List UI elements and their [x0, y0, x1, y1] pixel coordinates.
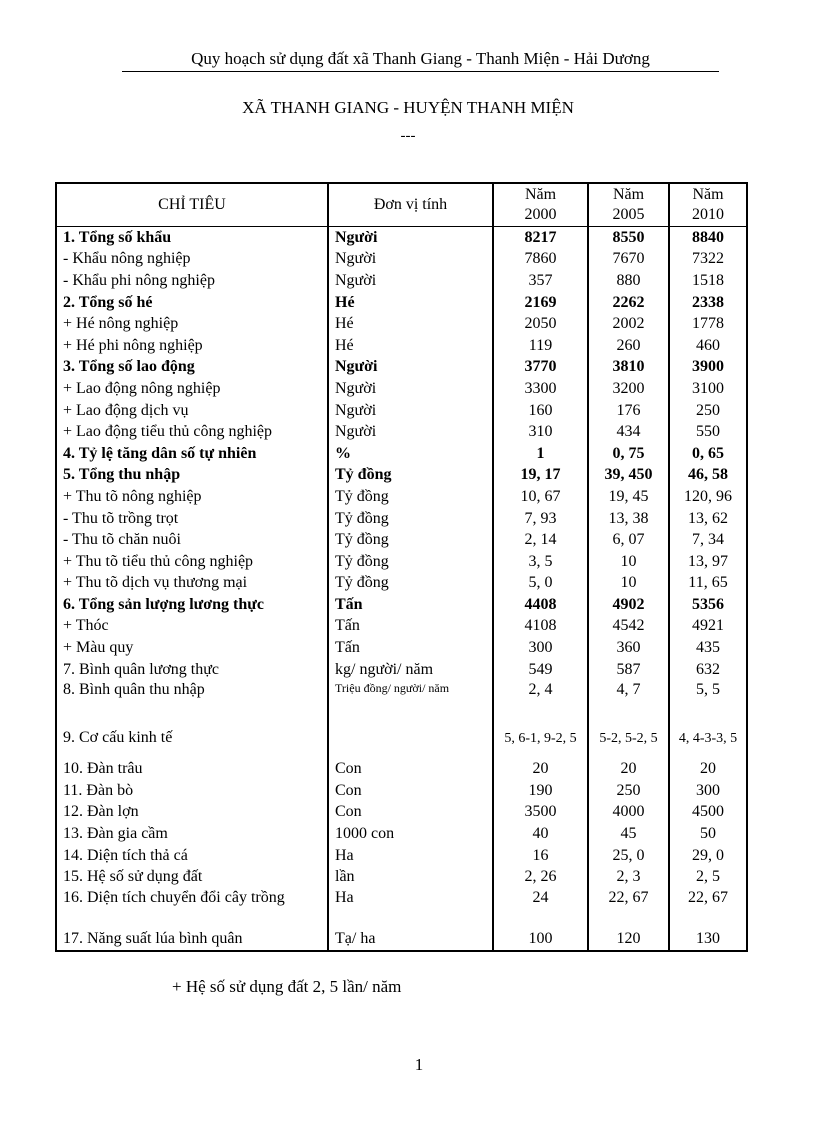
unit-cell: Người	[328, 357, 493, 379]
value-2005-cell: 8550	[588, 227, 669, 249]
indicator-cell: 15. Hệ số sử dụng đất	[56, 866, 328, 888]
unit-cell: Người	[328, 400, 493, 422]
page-number: 1	[414, 1055, 424, 1074]
value-2010-cell: 13, 62	[669, 508, 747, 530]
indicator-cell: 4. Tỷ lệ tăng dân số tự nhiên	[56, 443, 328, 465]
value-2005-cell: 880	[588, 270, 669, 292]
table-row	[56, 659, 747, 681]
value-2000-cell: 1	[493, 443, 588, 465]
value-2010-cell: 300	[669, 780, 747, 802]
indicator-cell: - Khẩu phi nông nghiệp	[56, 270, 328, 292]
value-2000-cell: 190	[493, 780, 588, 802]
value-2005-cell: 10	[588, 573, 669, 595]
value-2005-cell: 10	[588, 551, 669, 573]
indicator-cell: + Lao động nông nghiệp	[56, 378, 328, 400]
value-2005-cell: 4000	[588, 802, 669, 824]
value-2005-cell: 587	[588, 659, 669, 681]
unit-cell: Ha	[328, 845, 493, 867]
value-2010-cell: 8840	[669, 227, 747, 249]
value-2010-cell: 632	[669, 659, 747, 681]
value-2000-cell: 100	[493, 928, 588, 951]
table-row	[56, 802, 747, 824]
value-2010-cell: 29, 0	[669, 845, 747, 867]
unit-cell: Tỷ đồng	[328, 551, 493, 573]
indicator-cell: 11. Đàn bò	[56, 780, 328, 802]
table-row	[56, 465, 747, 487]
table-row	[56, 718, 747, 758]
table-row	[56, 780, 747, 802]
running-header: Quy hoạch sử dụng đất xã Thanh Giang - Thanh Miện - Hải Dương	[191, 49, 650, 68]
unit-cell: Tỷ đồng	[328, 486, 493, 508]
table-row	[56, 888, 747, 928]
value-2000-cell: 2050	[493, 313, 588, 335]
unit-cell: Triệu đồng/ người/ năm	[328, 680, 493, 718]
indicator-cell: + Thu tõ tiểu thủ công nghiệp	[56, 551, 328, 573]
indicator-cell: + Thu tõ nông nghiệp	[56, 486, 328, 508]
value-2010-cell: 4, 4-3-3, 5	[669, 718, 747, 758]
value-2005-cell: 25, 0	[588, 845, 669, 867]
value-2010-cell: 7, 34	[669, 529, 747, 551]
indicator-cell: 9. Cơ cấu kinh tế	[56, 718, 328, 758]
table-row	[56, 270, 747, 292]
value-2000-cell: 3770	[493, 357, 588, 379]
table-row	[56, 594, 747, 616]
value-2000-cell: 16	[493, 845, 588, 867]
value-2000-cell: 2, 26	[493, 866, 588, 888]
value-2005-cell: 176	[588, 400, 669, 422]
value-2000-cell: 5, 6-1, 9-2, 5	[493, 718, 588, 758]
value-2010-cell: 20	[669, 758, 747, 780]
indicator-cell: + Màu quy	[56, 637, 328, 659]
value-2010-cell: 22, 67	[669, 888, 747, 928]
indicator-cell: 1. Tổng số khẩu	[56, 227, 328, 249]
indicator-cell: 7. Bình quân lương thực	[56, 659, 328, 681]
value-2000-cell: 4408	[493, 594, 588, 616]
unit-cell: Người	[328, 270, 493, 292]
value-2005-cell: 5-2, 5-2, 5	[588, 718, 669, 758]
indicator-cell: - Khẩu nông nghiệp	[56, 249, 328, 271]
value-2010-cell: 130	[669, 928, 747, 951]
column-header-indicator: CHỈ TIÊU	[56, 183, 328, 227]
indicator-cell: - Thu tõ trồng trọt	[56, 508, 328, 530]
value-2000-cell: 300	[493, 637, 588, 659]
indicator-cell: - Thu tõ chăn nuôi	[56, 529, 328, 551]
value-2005-cell: 6, 07	[588, 529, 669, 551]
value-2005-cell: 3810	[588, 357, 669, 379]
value-2010-cell: 3900	[669, 357, 747, 379]
table-row	[56, 421, 747, 443]
table-row	[56, 508, 747, 530]
indicator-cell: 12. Đàn lợn	[56, 802, 328, 824]
indicator-cell: 10. Đàn trâu	[56, 758, 328, 780]
value-2000-cell: 10, 67	[493, 486, 588, 508]
value-2000-cell: 2, 4	[493, 680, 588, 718]
value-2010-cell: 0, 65	[669, 443, 747, 465]
value-2010-cell: 13, 97	[669, 551, 747, 573]
value-2000-cell: 40	[493, 823, 588, 845]
table-row	[56, 249, 747, 271]
unit-cell: lần	[328, 866, 493, 888]
value-2010-cell: 46, 58	[669, 465, 747, 487]
unit-cell: Tỷ đồng	[328, 573, 493, 595]
value-2000-cell: 3, 5	[493, 551, 588, 573]
table-row	[56, 292, 747, 314]
table-row	[56, 845, 747, 867]
table-row	[56, 758, 747, 780]
value-2010-cell: 3100	[669, 378, 747, 400]
indicator-cell: + Hé nông nghiệp	[56, 313, 328, 335]
unit-cell: %	[328, 443, 493, 465]
value-2005-cell: 250	[588, 780, 669, 802]
unit-cell	[328, 718, 493, 758]
unit-cell: Hé	[328, 313, 493, 335]
column-header-year-2010: Năm 2010	[669, 183, 747, 227]
table-row	[56, 313, 747, 335]
unit-cell: Tỷ đồng	[328, 465, 493, 487]
table-row	[56, 378, 747, 400]
value-2010-cell: 435	[669, 637, 747, 659]
value-2005-cell: 120	[588, 928, 669, 951]
table-row	[56, 680, 747, 718]
value-2010-cell: 550	[669, 421, 747, 443]
table-row	[56, 529, 747, 551]
value-2005-cell: 4902	[588, 594, 669, 616]
value-2000-cell: 160	[493, 400, 588, 422]
value-2005-cell: 22, 67	[588, 888, 669, 928]
header-rule	[122, 71, 719, 72]
unit-cell: Tấn	[328, 637, 493, 659]
value-2000-cell: 549	[493, 659, 588, 681]
value-2010-cell: 250	[669, 400, 747, 422]
indicator-cell: 8. Bình quân thu nhập	[56, 680, 328, 718]
value-2000-cell: 24	[493, 888, 588, 928]
indicator-cell: 16. Diện tích chuyển đổi cây trồng	[56, 888, 328, 928]
value-2000-cell: 4108	[493, 616, 588, 638]
table-row	[56, 486, 747, 508]
value-2010-cell: 1778	[669, 313, 747, 335]
table-row	[56, 551, 747, 573]
unit-cell: Con	[328, 802, 493, 824]
column-header-unit: Đơn vị tính	[328, 183, 493, 227]
document-title: XÃ THANH GIANG - HUYỆN THANH MIỆN	[242, 98, 574, 117]
value-2005-cell: 4, 7	[588, 680, 669, 718]
value-2010-cell: 1518	[669, 270, 747, 292]
statistics-table	[55, 182, 748, 952]
value-2000-cell: 7860	[493, 249, 588, 271]
unit-cell: 1000 con	[328, 823, 493, 845]
indicator-cell: + Hé phi nông nghiệp	[56, 335, 328, 357]
value-2010-cell: 11, 65	[669, 573, 747, 595]
value-2000-cell: 8217	[493, 227, 588, 249]
table-row	[56, 443, 747, 465]
unit-cell: Hé	[328, 292, 493, 314]
indicator-cell: + Lao động dịch vụ	[56, 400, 328, 422]
table-row	[56, 637, 747, 659]
table-row	[56, 400, 747, 422]
value-2010-cell: 460	[669, 335, 747, 357]
value-2005-cell: 4542	[588, 616, 669, 638]
value-2010-cell: 2338	[669, 292, 747, 314]
value-2005-cell: 45	[588, 823, 669, 845]
value-2000-cell: 357	[493, 270, 588, 292]
indicator-cell: 17. Năng suất lúa bình quân	[56, 928, 328, 951]
value-2010-cell: 4921	[669, 616, 747, 638]
unit-cell: Tỷ đồng	[328, 508, 493, 530]
table-row	[56, 866, 747, 888]
indicator-cell: 2. Tổng số hé	[56, 292, 328, 314]
value-2005-cell: 19, 45	[588, 486, 669, 508]
value-2000-cell: 20	[493, 758, 588, 780]
value-2005-cell: 39, 450	[588, 465, 669, 487]
unit-cell: Tỷ đồng	[328, 529, 493, 551]
indicator-cell: 5. Tổng thu nhập	[56, 465, 328, 487]
unit-cell: Người	[328, 421, 493, 443]
indicator-cell: 6. Tổng sản lượng lương thực	[56, 594, 328, 616]
value-2005-cell: 2, 3	[588, 866, 669, 888]
table-row	[56, 616, 747, 638]
unit-cell: Tạ/ ha	[328, 928, 493, 951]
unit-cell: kg/ người/ năm	[328, 659, 493, 681]
value-2005-cell: 7670	[588, 249, 669, 271]
unit-cell: Người	[328, 378, 493, 400]
unit-cell: Tấn	[328, 594, 493, 616]
unit-cell: Người	[328, 249, 493, 271]
unit-cell: Hé	[328, 335, 493, 357]
value-2010-cell: 7322	[669, 249, 747, 271]
value-2010-cell: 120, 96	[669, 486, 747, 508]
value-2005-cell: 260	[588, 335, 669, 357]
indicator-cell: 13. Đàn gia cầm	[56, 823, 328, 845]
column-header-year-2000: Năm 2000	[493, 183, 588, 227]
value-2005-cell: 0, 75	[588, 443, 669, 465]
table-row	[56, 335, 747, 357]
value-2005-cell: 2262	[588, 292, 669, 314]
value-2000-cell: 19, 17	[493, 465, 588, 487]
title-separator: ---	[400, 128, 416, 144]
indicator-cell: 3. Tổng số lao động	[56, 357, 328, 379]
value-2005-cell: 434	[588, 421, 669, 443]
footnote: + Hệ số sử dụng đất 2, 5 lần/ năm	[172, 977, 402, 996]
value-2005-cell: 13, 38	[588, 508, 669, 530]
value-2010-cell: 2, 5	[669, 866, 747, 888]
unit-cell: Ha	[328, 888, 493, 928]
table-row	[56, 357, 747, 379]
table-row	[56, 823, 747, 845]
value-2000-cell: 7, 93	[493, 508, 588, 530]
value-2005-cell: 3200	[588, 378, 669, 400]
value-2000-cell: 3300	[493, 378, 588, 400]
indicator-cell: + Thóc	[56, 616, 328, 638]
table-row	[56, 227, 747, 249]
value-2005-cell: 2002	[588, 313, 669, 335]
value-2000-cell: 2, 14	[493, 529, 588, 551]
indicator-cell: + Lao động tiểu thủ công nghiệp	[56, 421, 328, 443]
value-2000-cell: 2169	[493, 292, 588, 314]
value-2010-cell: 4500	[669, 802, 747, 824]
unit-cell: Con	[328, 780, 493, 802]
indicator-cell: + Thu tõ dịch vụ thương mại	[56, 573, 328, 595]
value-2000-cell: 119	[493, 335, 588, 357]
value-2005-cell: 360	[588, 637, 669, 659]
value-2000-cell: 3500	[493, 802, 588, 824]
unit-cell: Người	[328, 227, 493, 249]
value-2010-cell: 5, 5	[669, 680, 747, 718]
value-2005-cell: 20	[588, 758, 669, 780]
unit-cell: Tấn	[328, 616, 493, 638]
column-header-year-2005: Năm 2005	[588, 183, 669, 227]
value-2010-cell: 5356	[669, 594, 747, 616]
value-2010-cell: 50	[669, 823, 747, 845]
table-row	[56, 573, 747, 595]
table-row	[56, 928, 747, 951]
indicator-cell: 14. Diện tích thả cá	[56, 845, 328, 867]
table-header-row	[56, 183, 747, 227]
value-2000-cell: 310	[493, 421, 588, 443]
value-2000-cell: 5, 0	[493, 573, 588, 595]
unit-cell: Con	[328, 758, 493, 780]
